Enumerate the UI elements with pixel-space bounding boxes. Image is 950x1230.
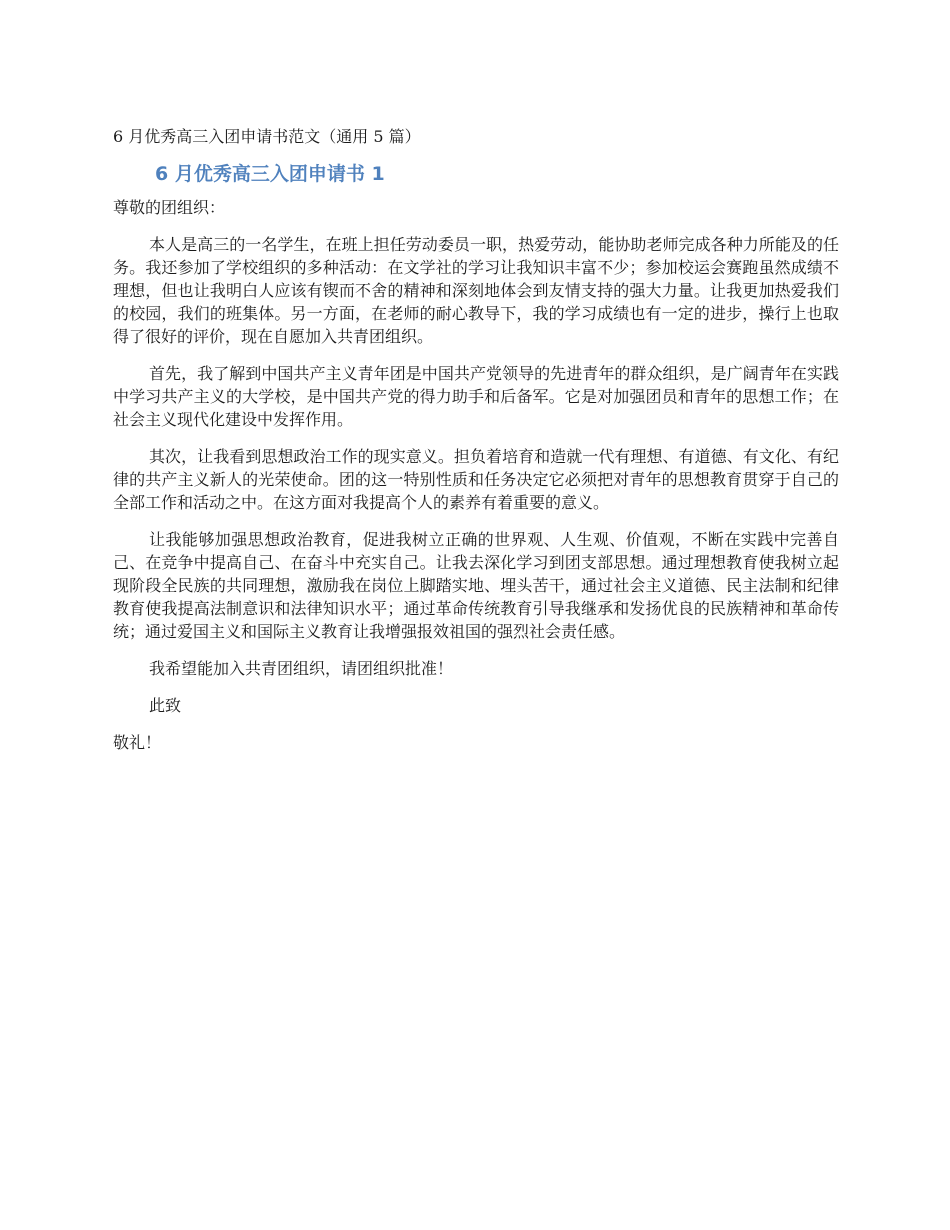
body-paragraph-5: 我希望能加入共青团组织，请团组织批准！ (149, 659, 454, 678)
salutation: 尊敬的团组织： (113, 198, 226, 217)
document-page (113, 124, 839, 768)
body-paragraph-4: 让我能够加强思想政治教育，促进我树立正确的世界观、人生观、价值观，不断在实践中完善自己、在竞争中提高自己、在奋斗中充实自己。让我去深化学习到团支部思想。通过理想教育使我树立起现阶段全民族的共同理想，激励我在岗位上脚踏实地、埋头苦干，通过社会主义道德、民主法制和纪律教育使我提高法制意识和法律知识水平；通过革命传统教育引导我继承和发扬优良的民族精神和革命传统；通过爱国主义和国际主义教育让我增强报效祖国的强烈社会责任感。 (113, 530, 839, 641)
body-paragraph-1: 本人是高三的一名学生，在班上担任劳动委员一职，热爱劳动，能协助老师完成各种力所能及的任务。我还参加了学校组织的多种活动：在文学社的学习让我知识丰富不少；参加校运会赛跑虽然成绩不理想，但也让我明白人应该有锲而不舍的精神和深刻地体会到友情支持的强大力量。让我更加热爱我们的校园，我们的班集体。另一方面，在老师的耐心教导下，我的学习成绩也有一定的进步，操行上也取得了很好的评价，现在自愿加入共青团组织。 (113, 235, 839, 346)
body-paragraph-3: 其次，让我看到思想政治工作的现实意义。担负着培育和造就一代有理想、有道德、有文化、有纪律的共产主义新人的光荣使命。团的这一特别性质和任务决定它必须把对青年的思想教育贯穿于自己的全部工作和活动之中。在这方面对我提高个人的素养有着重要的意义。 (113, 447, 839, 512)
closing-line-1: 此致 (149, 696, 182, 715)
closing-line-2: 敬礼！ (113, 733, 162, 752)
document-title: 6 月优秀高三入团申请书范文（通用 5 篇） (113, 127, 421, 146)
body-paragraph-2: 首先，我了解到中国共产主义青年团是中国共产党领导的先进青年的群众组织，是广阔青年在实践中学习共产主义的大学校，是中国共产党的得力助手和后备军。它是对加强团员和青年的思想工作；在社会主义现代化建设中发挥作用。 (113, 364, 839, 429)
section-heading: 6 月优秀高三入团申请书 1 (155, 163, 385, 185)
